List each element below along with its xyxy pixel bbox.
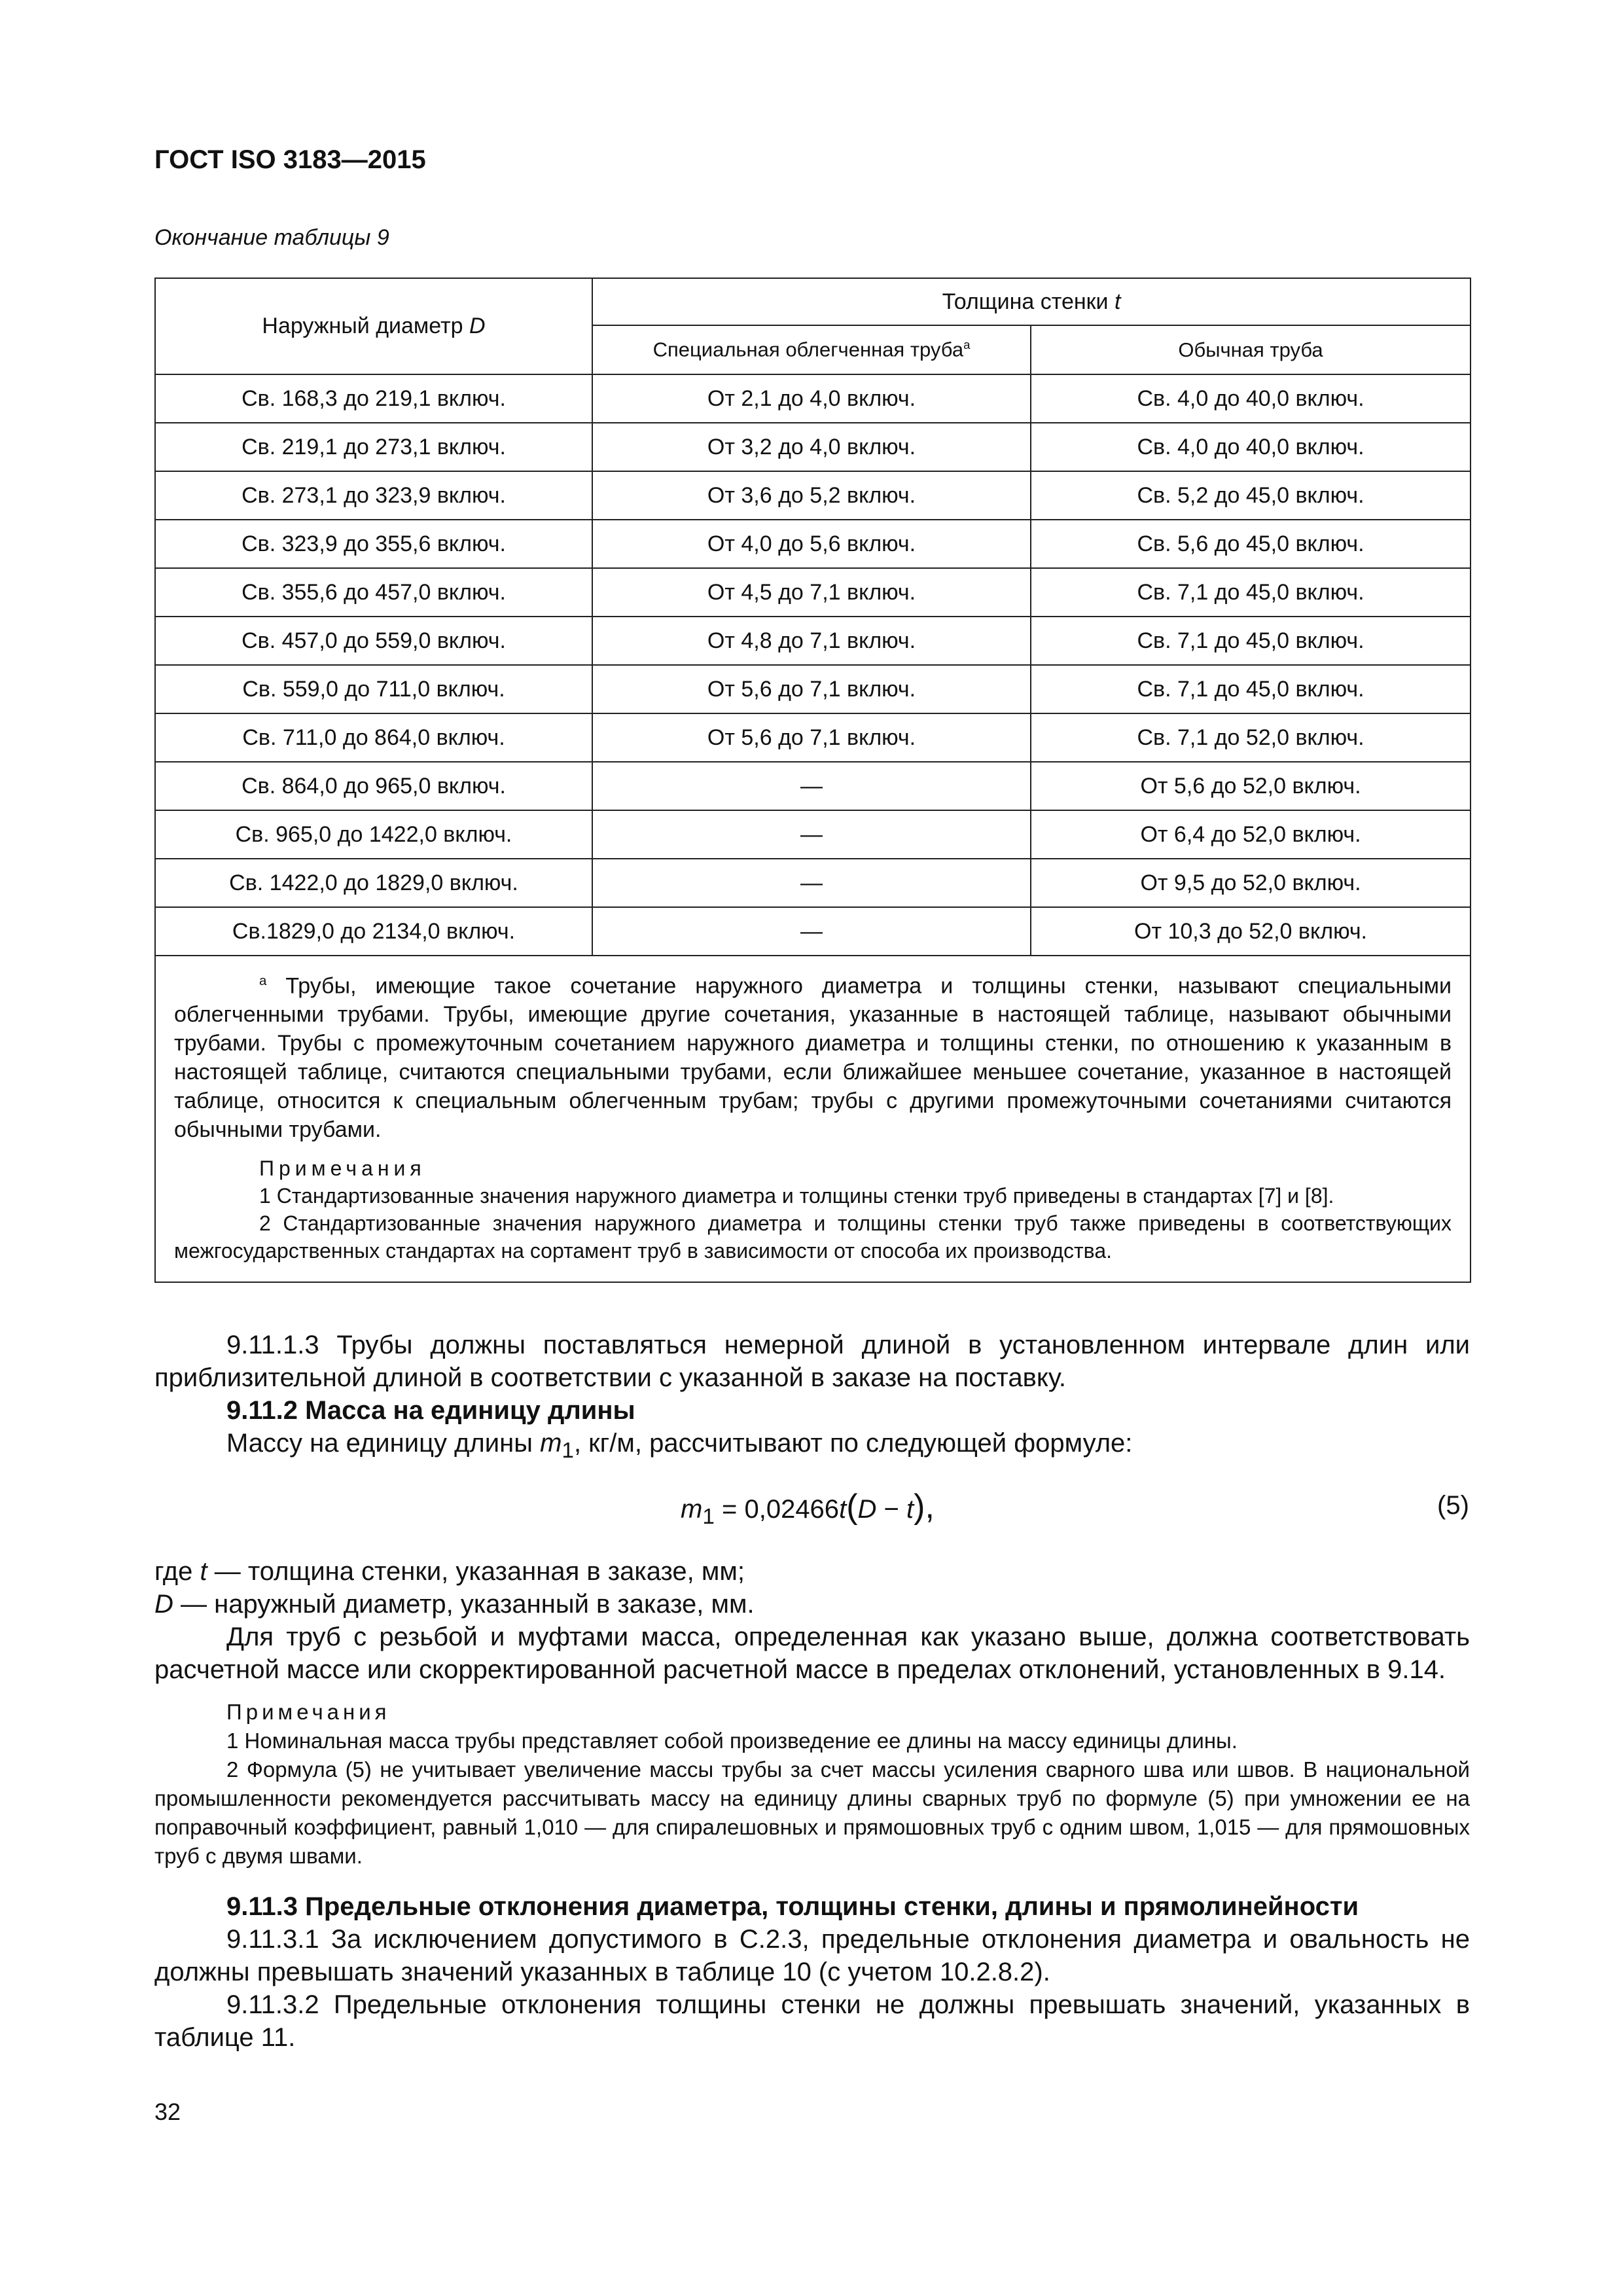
table-note: 2 Стандартизованные значения наружного диаметра и толщины стенки труб также приведены в соответствующих межгосударственных стандартах на сортамент труб в зависимости от способа их производства. [174, 1211, 1452, 1263]
where-d-definition: D — наружный диаметр, указанный в заказе, мм. [154, 1590, 755, 1619]
cell-outer-diameter: Св. 864,0 до 965,0 включ. [155, 762, 592, 810]
table-row [155, 665, 1471, 713]
table-notes-row [155, 956, 1471, 1282]
cell-outer-diameter: Св. 323,9 до 355,6 включ. [155, 520, 592, 568]
table-row [155, 859, 1471, 907]
cell-outer-diameter: Св. 559,0 до 711,0 включ. [155, 665, 592, 713]
formula-number: (5) [1437, 1491, 1469, 1520]
cell-regular: От 6,4 до 52,0 включ. [1031, 810, 1471, 859]
cell-regular: Св. 4,0 до 40,0 включ. [1031, 423, 1471, 471]
header-regular-pipe: Обычная труба [1031, 325, 1471, 374]
cell-special-light: От 4,0 до 5,6 включ. [592, 520, 1031, 568]
cell-regular: Св. 5,6 до 45,0 включ. [1031, 520, 1471, 568]
cell-special-light: — [592, 810, 1031, 859]
table-caption: Окончание таблицы 9 [154, 225, 389, 250]
paragraph-9-11-3-2: 9.11.3.2 Предельные отклонения толщины стенки не должны превышать значений, указанных в таблице 11. [154, 1990, 1470, 2052]
cell-regular: От 9,5 до 52,0 включ. [1031, 859, 1471, 907]
cell-outer-diameter: Св.1829,0 до 2134,0 включ. [155, 907, 592, 956]
mass-formula-intro: Массу на единицу длины $m_1$, кг/м, рассчитывают по следующей формуле: [226, 1429, 1133, 1463]
heading-9-11-2: 9.11.2 Масса на единицу длины [226, 1396, 635, 1425]
notes2-list [154, 1727, 1470, 1871]
note-item: 2 Формула (5) не учитывает увеличение массы трубы за счет массы усиления сварного шва или швов. В национальной промышленности рекомендуется рассчитывать массу на единицу длины сварных труб по формуле (5) при умножении ее на поправочный коэффициент, равный 1,010 — для спиралешовных и прямошовных труб с одним швом, 1,015 — для прямошовных труб с двумя швами. [154, 1757, 1470, 1868]
cell-outer-diameter: Св. 273,1 до 323,9 включ. [155, 471, 592, 520]
table-row [155, 520, 1471, 568]
cell-special-light: От 2,1 до 4,0 включ. [592, 374, 1031, 423]
cell-regular: От 5,6 до 52,0 включ. [1031, 762, 1471, 810]
cell-special-light: От 4,8 до 7,1 включ. [592, 617, 1031, 665]
cell-regular: Св. 5,2 до 45,0 включ. [1031, 471, 1471, 520]
cell-outer-diameter: Св. 965,0 до 1422,0 включ. [155, 810, 592, 859]
pipe-dimensions-table [154, 278, 1471, 1283]
mass-formula: $m_1 = 0,02466t(D - t)$, [681, 1488, 935, 1529]
cell-regular: От 10,3 до 52,0 включ. [1031, 907, 1471, 956]
table-row [155, 762, 1471, 810]
table-row [155, 471, 1471, 520]
notes2-heading: Примечания [226, 1700, 391, 1724]
cell-regular: Св. 7,1 до 45,0 включ. [1031, 665, 1471, 713]
header-wall-thickness: Толщина стенки t [592, 278, 1471, 325]
table-notes [155, 956, 1471, 1282]
page-number: 32 [154, 2098, 181, 2125]
cell-regular: Св. 7,1 до 45,0 включ. [1031, 617, 1471, 665]
footnote-text: Трубы, имеющие такое сочетание наружного диаметра и толщины стенки, называют специальными облегченными трубами. Трубы, имеющие другие сочетания, указанные в настоящей таблице, называют обычными трубами. Трубы с промежуточным сочетанием наружного диаметра и толщины стенки, по отношению к указанным в настоящей таблице, считаются специальными трубами, если ближайшее меньшее сочетание, указанное в настоящей таблице, относится к специальным облегченным трубам; трубы с другими промежуточными сочетаниями считаются обычными трубами. [174, 973, 1452, 1143]
cell-regular: Св. 7,1 до 45,0 включ. [1031, 568, 1471, 617]
notes-heading: Примечания [259, 1157, 426, 1181]
cell-outer-diameter: Св. 1422,0 до 1829,0 включ. [155, 859, 592, 907]
where-t-definition: где t — толщина стенки, указанная в заказе, мм; [154, 1557, 745, 1586]
paragraph-threaded-pipes: Для труб с резьбой и муфтами масса, определенная как указано выше, должна соответствовать расчетной массе или скорректированной расчетной массе в пределах отклонений, установленных в 9.14. [154, 1623, 1470, 1684]
table-footnote [174, 967, 1452, 1144]
cell-special-light: — [592, 762, 1031, 810]
cell-special-light: От 4,5 до 7,1 включ. [592, 568, 1031, 617]
document-header: ГОСТ ISO 3183—2015 [154, 145, 426, 174]
paragraph-9-11-1-3: 9.11.1.3 Трубы должны поставляться немерной длиной в установленном интервале длин или приблизительной длиной в соответствии с указанной в заказе на поставку. [154, 1331, 1470, 1392]
cell-outer-diameter: Св. 711,0 до 864,0 включ. [155, 713, 592, 762]
header-outer-diameter: Наружный диаметр D [155, 278, 592, 374]
table-row [155, 423, 1471, 471]
cell-outer-diameter: Св. 219,1 до 273,1 включ. [155, 423, 592, 471]
header-special-light-pipe: Специальная облегченная труба$^a$ [592, 325, 1031, 374]
heading-9-11-3: 9.11.3 Предельные отклонения диаметра, толщины стенки, длины и прямолинейности [226, 1892, 1359, 1921]
table-note: 1 Стандартизованные значения наружного диаметра и толщины стенки труб приведены в стандартах [7] и [8]. [259, 1184, 1334, 1208]
cell-special-light: От 3,2 до 4,0 включ. [592, 423, 1031, 471]
table-row [155, 713, 1471, 762]
cell-regular: Св. 4,0 до 40,0 включ. [1031, 374, 1471, 423]
cell-special-light: От 5,6 до 7,1 включ. [592, 713, 1031, 762]
cell-outer-diameter: Св. 168,3 до 219,1 включ. [155, 374, 592, 423]
cell-special-light: — [592, 859, 1031, 907]
cell-outer-diameter: Св. 457,0 до 559,0 включ. [155, 617, 592, 665]
paragraph-9-11-3-1: 9.11.3.1 За исключением допустимого в С.2.3, предельные отклонения диаметра и овальность не должны превышать значений указанных в таблице 10 (с учетом 10.2.8.2). [154, 1925, 1470, 1986]
footnote-marker: a [963, 338, 971, 352]
cell-special-light: От 5,6 до 7,1 включ. [592, 665, 1031, 713]
table-row [155, 907, 1471, 956]
cell-regular: Св. 7,1 до 52,0 включ. [1031, 713, 1471, 762]
table-row [155, 810, 1471, 859]
cell-special-light: — [592, 907, 1031, 956]
note-item: 1 Номинальная масса трубы представляет собой произведение ее длины на массу единицы длины. [226, 1729, 1238, 1753]
cell-special-light: От 3,6 до 5,2 включ. [592, 471, 1031, 520]
cell-outer-diameter: Св. 355,6 до 457,0 включ. [155, 568, 592, 617]
footnote-mark: a [259, 974, 267, 988]
table-row [155, 374, 1471, 423]
table-row [155, 568, 1471, 617]
table-row [155, 617, 1471, 665]
